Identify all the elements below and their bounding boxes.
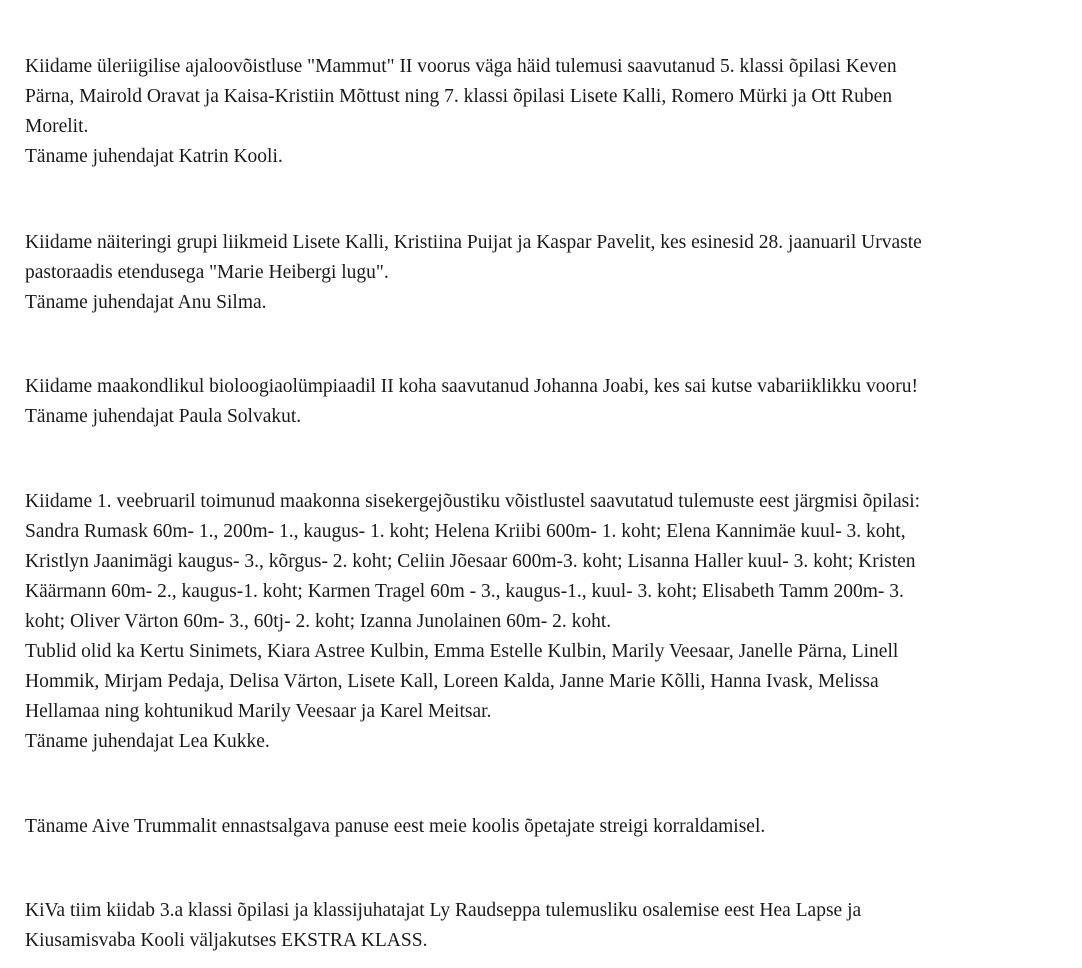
paragraph-line: Käärmann 60m- 2., kaugus-1. koht; Karmen Tragel 60m - 3., kaugus-1., kuul- 3. koht; Elisabeth Tamm 200m- 3. bbox=[25, 581, 904, 602]
paragraph-line: Sandra Rumask 60m- 1., 200m- 1., kaugus- 1. koht; Helena Kriibi 600m- 1. koht; Elena Kannimäe kuul- 3. koht, bbox=[25, 521, 906, 542]
paragraph-line: Kristlyn Jaanimägi kaugus- 3., kõrgus- 2. koht; Celiin Jõesaar 600m-3. koht; Lisanna Haller kuul- 3. koht; Kristen bbox=[25, 551, 916, 572]
paragraph-line: Täname juhendajat Anu Silma. bbox=[25, 292, 267, 313]
paragraph-kergejoustik bbox=[25, 487, 1066, 757]
paragraph-line: Kiidame 1. veebruaril toimunud maakonna sisekergejõustiku võistlustel saavutatud tulemuste eest järgmisi õpilasi: bbox=[25, 491, 921, 512]
paragraph-line: Tublid olid ka Kertu Sinimets, Kiara Astree Kulbin, Emma Estelle Kulbin, Marily Veesaar, Janelle Pärna, Linell bbox=[25, 641, 899, 662]
paragraph-line: koht; Oliver Värton 60m- 3., 60tj- 2. koht; Izanna Junolainen 60m- 2. koht. bbox=[25, 611, 612, 632]
paragraph-streik bbox=[25, 812, 1066, 842]
paragraph-line: Kiidame üleriigilise ajaloovõistluse "Mammut" II voorus väga häid tulemusi saavutanud 5. klassi õpilasi Keven bbox=[25, 56, 897, 77]
paragraph-line: Täname juhendajat Lea Kukke. bbox=[25, 731, 270, 752]
paragraph-mammut bbox=[25, 52, 1066, 172]
paragraph-line: Hellamaa ning kohtunikud Marily Veesaar ja Karel Meitsar. bbox=[25, 701, 492, 722]
paragraph-line: Hommik, Mirjam Pedaja, Delisa Värton, Lisete Kall, Loreen Kalda, Janne Marie Kõlli, Hanna Ivask, Melissa bbox=[25, 671, 879, 692]
paragraph-naitering bbox=[25, 228, 1066, 318]
paragraph-line: pastoraadis etendusega "Marie Heibergi lugu". bbox=[25, 262, 389, 283]
paragraph-line: Kiidame näiteringi grupi liikmeid Lisete Kalli, Kristiina Puijat ja Kaspar Pavelit, kes esinesid 28. jaanuaril Urvaste bbox=[25, 232, 922, 253]
paragraph-line: Täname juhendajat Paula Solvakut. bbox=[25, 406, 302, 427]
paragraph-line: Kiidame maakondlikul bioloogiaolümpiaadil II koha saavutanud Johanna Joabi, kes sai kutse vabariiklikku vooru! bbox=[25, 376, 919, 397]
paragraph-kiva bbox=[25, 896, 1066, 956]
paragraph-line: Kiusamisvaba Kooli väljakutses EKSTRA KLASS. bbox=[25, 930, 428, 951]
paragraph-line: Täname juhendajat Katrin Kooli. bbox=[25, 146, 283, 167]
paragraph-line: Pärna, Mairold Oravat ja Kaisa-Kristiin Mõttust ning 7. klassi õpilasi Lisete Kalli, Romero Mürki ja Ott Ruben bbox=[25, 86, 893, 107]
paragraph-line: Täname Aive Trummalit ennastsalgava panuse eest meie koolis õpetajate streigi korraldamisel. bbox=[25, 816, 766, 837]
paragraph-line: Morelit. bbox=[25, 116, 89, 137]
paragraph-bioloogia bbox=[25, 372, 1066, 432]
paragraph-line: KiVa tiim kiidab 3.a klassi õpilasi ja klassijuhatajat Ly Raudseppa tulemusliku osalemise eest Hea Lapse ja bbox=[25, 900, 862, 921]
